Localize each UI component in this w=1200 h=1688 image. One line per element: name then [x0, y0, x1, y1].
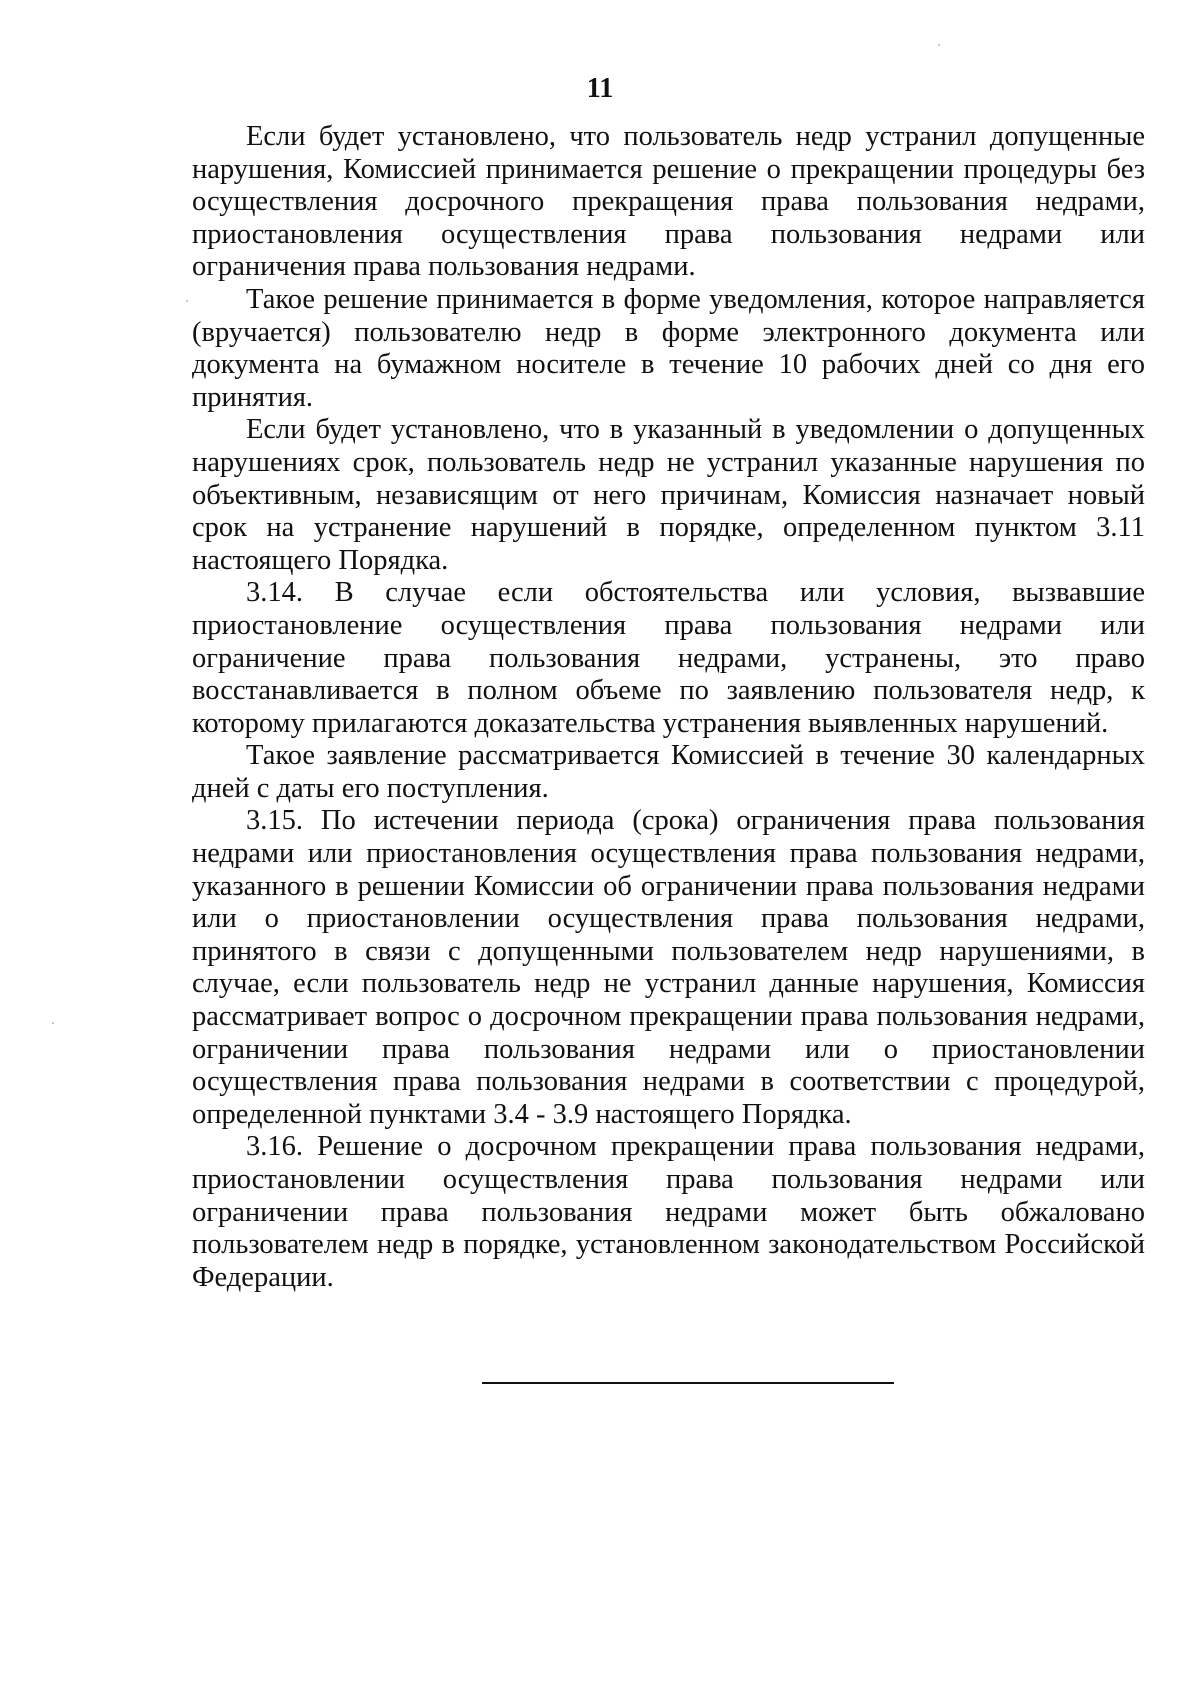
paragraph-clause-3-16: 3.16. Решение о досрочном прекращении права пользования недрами, приостановлении осуществления права пользования недрами или ограничении права пользования недрами может быть обжаловано пользователем недр в порядке, установленном законодательством Российской Федерации. — [192, 1131, 1145, 1293]
paragraph-violations-eliminated: Если будет установлено, что пользователь недр устранил допущенные нарушения, Комиссией принимается решение о прекращении процедуры без осуществления досрочного прекращения права пользования недрами, приостановления осуществления права пользования недрами или ограничения права пользования недрами. — [192, 121, 1145, 283]
scan-speck — [52, 1022, 54, 1024]
paragraph-application-review: Такое заявление рассматривается Комиссией в течение 30 календарных дней с даты его поступления. — [192, 740, 1145, 804]
end-of-document-rule — [482, 1382, 894, 1384]
document-body — [192, 121, 1145, 1294]
paragraph-new-deadline: Если будет установлено, что в указанный в уведомлении о допущенных нарушениях срок, пользователь недр не устранил указанные нарушения по объективным, независящим от него причинам, Комиссия назначает новый срок на устранение нарушений в порядке, определенном пунктом 3.11 настоящего Порядка. — [192, 414, 1145, 576]
paragraph-clause-3-15: 3.15. По истечении периода (срока) ограничения права пользования недрами или приостановления осуществления права пользования недрами, указанного в решении Комиссии об ограничении права пользования недрами или о приостановлении осуществления права пользования недрами, принятого в связи с допущенными пользователем недр нарушениями, в случае, если пользователь недр не устранил данные нарушения, Комиссия рассматривает вопрос о досрочном прекращении права пользования недрами, ограничении права пользования недрами или о приостановлении осуществления права пользования недрами в соответствии с процедурой, определенной пунктами 3.4 - 3.9 настоящего Порядка. — [192, 805, 1145, 1130]
scan-speck — [186, 300, 188, 302]
paragraph-notification-form: Такое решение принимается в форме уведомления, которое направляется (вручается) пользователю недр в форме электронного документа или документа на бумажном носителе в течение 10 рабочих дней со дня его принятия. — [192, 283, 1145, 413]
paragraph-clause-3-14: 3.14. В случае если обстоятельства или условия, вызвавшие приостановление осуществления права пользования недрами или ограничение права пользования недрами, устранены, это право восстанавливается в полном объеме по заявлению пользователя недр, к которому прилагаются доказательства устранения выявленных нарушений. — [192, 577, 1145, 739]
page-number: 11 — [586, 73, 614, 104]
scan-speck — [938, 44, 940, 46]
